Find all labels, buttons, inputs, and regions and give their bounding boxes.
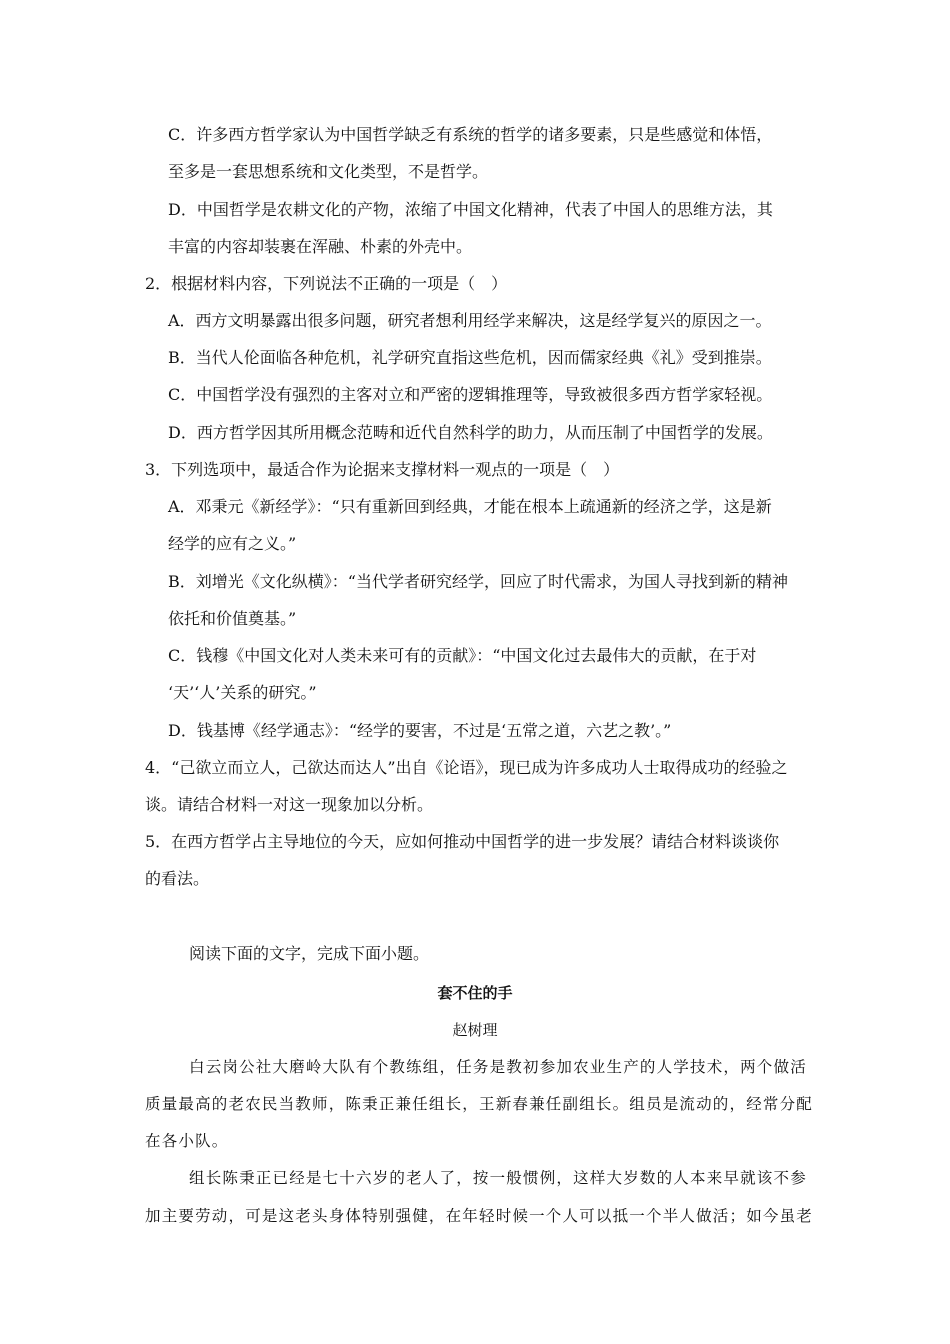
q2-option-c: C．中国哲学没有强烈的主客对立和严密的逻辑推理等，导致被很多西方哲学家轻视。 bbox=[168, 385, 773, 404]
reading-instruction: 阅读下面的文字，完成下面小题。 bbox=[189, 944, 430, 963]
story-author: 赵树理 bbox=[452, 1021, 498, 1039]
story-paragraph-1-line2: 质量最高的老农民当教师，陈秉正兼任组长，王新春兼任副组长。组员是流动的，经常分配 bbox=[145, 1095, 814, 1113]
question-2: 2．根据材料内容，下列说法不正确的一项是（ ） bbox=[145, 274, 508, 293]
story-title: 套不住的手 bbox=[437, 984, 513, 1002]
q3-option-c-line2: ‘天’‘人’关系的研究。” bbox=[168, 683, 317, 702]
q3-option-a-line1: A．邓秉元《新经学》：“只有重新回到经典，才能在根本上疏通新的经济之学，这是新 bbox=[168, 497, 772, 516]
question-3: 3．下列选项中，最适合作为论据来支撑材料一观点的一项是（ ） bbox=[145, 460, 620, 479]
q2-option-a: A．西方文明暴露出很多问题，研究者想利用经学来解决，这是经学复兴的原因之一。 bbox=[168, 311, 772, 330]
q1-option-d-line1: D．中国哲学是农耕文化的产物，浓缩了中国文化精神，代表了中国人的思维方法，其 bbox=[168, 200, 773, 219]
q2-option-b: B．当代人伦面临各种危机，礼学研究直指这些危机，因而儒家经典《礼》受到推崇。 bbox=[168, 348, 772, 367]
question-5-line1: 5．在西方哲学占主导地位的今天，应如何推动中国哲学的进一步发展？请结合材料谈谈你 bbox=[145, 832, 780, 851]
question-4-line1: 4．“己欲立而立人，己欲达而达人”出自《论语》，现已成为许多成功人士取得成功的经验之 bbox=[145, 758, 788, 777]
q3-option-d: D．钱基博《经学通志》：“经学的要害，不过是‘五常之道，六艺之教’。” bbox=[168, 721, 672, 740]
q3-option-a-line2: 经学的应有之义。” bbox=[168, 534, 297, 553]
story-paragraph-1-line1: 白云岗公社大磨岭大队有个教练组，任务是教初参加农业生产的人学技术，两个做活 bbox=[189, 1058, 807, 1076]
q1-option-d-line2: 丰富的内容却装裹在浑融、朴素的外壳中。 bbox=[168, 237, 473, 256]
q3-option-b-line2: 依托和价值奠基。” bbox=[168, 609, 297, 628]
q1-option-c-line1: C．许多西方哲学家认为中国哲学缺乏有系统的哲学的诸多要素，只是些感觉和体悟， bbox=[168, 125, 773, 144]
story-paragraph-2-line1: 组长陈秉正已经是七十六岁的老人了，按一般惯例，这样大岁数的人本来早就该不参 bbox=[189, 1169, 807, 1187]
story-paragraph-2-line2: 加主要劳动，可是这老头身体特别强健，在年轻时候一个人可以抵一个半人做活；如今虽老 bbox=[145, 1207, 814, 1225]
q1-option-c-line2: 至多是一套思想系统和文化类型，不是哲学。 bbox=[168, 162, 489, 181]
q2-option-d: D．西方哲学因其所用概念范畴和近代自然科学的助力，从而压制了中国哲学的发展。 bbox=[168, 423, 773, 442]
q3-option-c-line1: C．钱穆《中国文化对人类未来可有的贡献》：“中国文化过去最伟大的贡献，在于对 bbox=[168, 646, 757, 665]
q3-option-b-line1: B．刘增光《文化纵横》：“当代学者研究经学，回应了时代需求，为国人寻找到新的精神 bbox=[168, 572, 788, 591]
question-5-line2: 的看法。 bbox=[145, 869, 210, 888]
story-paragraph-1-line3: 在各小队。 bbox=[145, 1132, 229, 1150]
question-4-line2: 谈。请结合材料一对这一现象加以分析。 bbox=[145, 795, 434, 814]
